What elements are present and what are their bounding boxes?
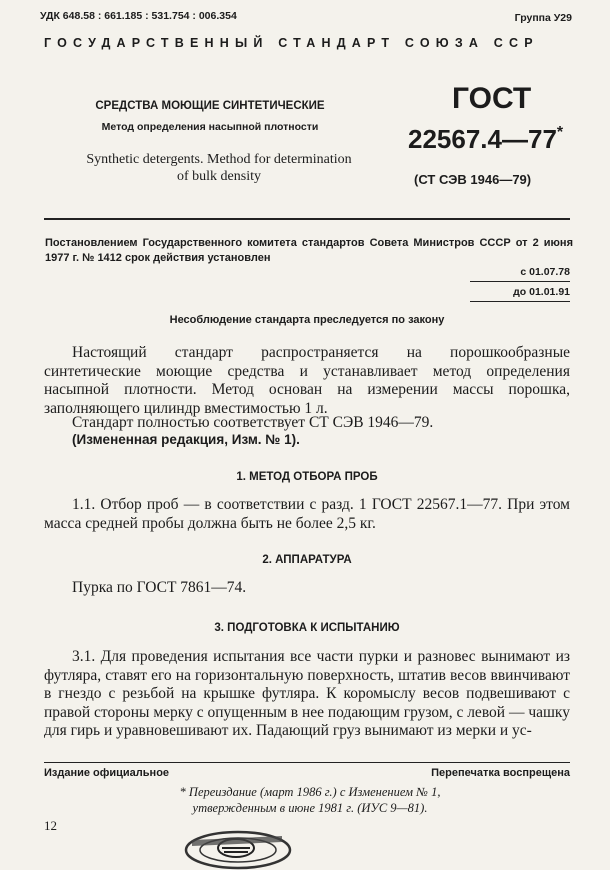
reissue-footnote	[120, 784, 500, 816]
revision-note: (Измененная редакция, Изм. № 1).	[72, 432, 300, 447]
law-notice: Несоблюдение стандарта преследуется по закону	[169, 314, 445, 326]
title-russian: СРЕДСТВА МОЮЩИЕ СИНТЕТИЧЕСКИЕ	[95, 100, 325, 112]
effective-date-from: с 01.07.78	[520, 266, 570, 278]
section-1-text: 1.1. Отбор проб — в соответствии с разд. 1 ГОСТ 22567.1—77. При этом масса средней пробы должна быть не более 2,5 кг.	[44, 496, 570, 532]
section-1-heading: 1. МЕТОД ОТБОРА ПРОБ	[236, 471, 378, 483]
title-english	[60, 151, 378, 185]
title-russian-subtitle: Метод определения насыпной плотности	[101, 121, 319, 133]
footer-divider	[44, 762, 570, 763]
library-stamp-icon	[178, 822, 298, 870]
decree-text: Постановлением Государственного комитета стандартов Совета Министров СССР от 2 июня 1977 г. № 1412 срок действия установлен	[45, 237, 573, 264]
date-divider-1	[470, 281, 570, 282]
conformity-paragraph: Стандарт полностью соответствует СТ СЭВ 1946—79.	[72, 414, 434, 431]
date-divider-2	[470, 301, 570, 302]
state-standard-banner: ГОСУДАРСТВЕННЫЙ СТАНДАРТ СОЮЗА ССР	[44, 36, 539, 50]
reissue-line-1: * Переиздание (март 1986 г.) с Изменением № 1,	[179, 785, 441, 799]
section-2-heading: 2. АППАРАТУРА	[262, 554, 352, 566]
intro-paragraph: Настоящий стандарт распространяется на порошкообразные синтетические моющие средства и устанавливает метод определения насыпной плотности. Метод основан на измерении массы порошка, заполняющего цилиндр вместимостью 1 л.	[44, 344, 570, 417]
effective-date-to: до 01.01.91	[513, 286, 570, 298]
header-divider	[44, 218, 570, 220]
gost-footnote-star: *	[556, 124, 564, 141]
gost-label: ГОСТ	[452, 82, 532, 115]
section-3-heading: 3. ПОДГОТОВКА К ИСПЫТАНИЮ	[214, 622, 400, 634]
page-number: 12	[44, 818, 57, 833]
title-english-line-1: Synthetic detergents. Method for determination	[86, 152, 352, 167]
title-english-line-2: of bulk density	[177, 169, 261, 184]
section-3-text: 3.1. Для проведения испытания все части пурки и разновес вынимают из футляра, ставят его на горизонтальную поверхность, штатив весов ввинчивают в гнездо с резьбой на крышке футляра. К коромыслу весов подвешивают с правой стороны мерку с опущенным в нее подающим грузом, с левой — чашку для гирь и уравновешивают их. Падающий груз вынимают из мерки и ус-	[44, 648, 570, 739]
gost-number	[408, 124, 563, 155]
reprint-prohibited-label: Перепечатка воспрещена	[431, 767, 570, 779]
gost-number-value: 22567.4—77	[408, 124, 557, 154]
udc-code: УДК 648.58 : 661.185 : 531.754 : 006.354	[40, 10, 237, 22]
st-sev-reference: (СТ СЭВ 1946—79)	[414, 172, 532, 187]
section-2-text: Пурка по ГОСТ 7861—74.	[72, 579, 247, 596]
group-code: Группа У29	[514, 12, 572, 24]
reissue-line-2: утвержденным в июне 1981 г. (ИУС 9—81).	[192, 801, 428, 815]
official-edition-label: Издание официальное	[44, 767, 170, 779]
